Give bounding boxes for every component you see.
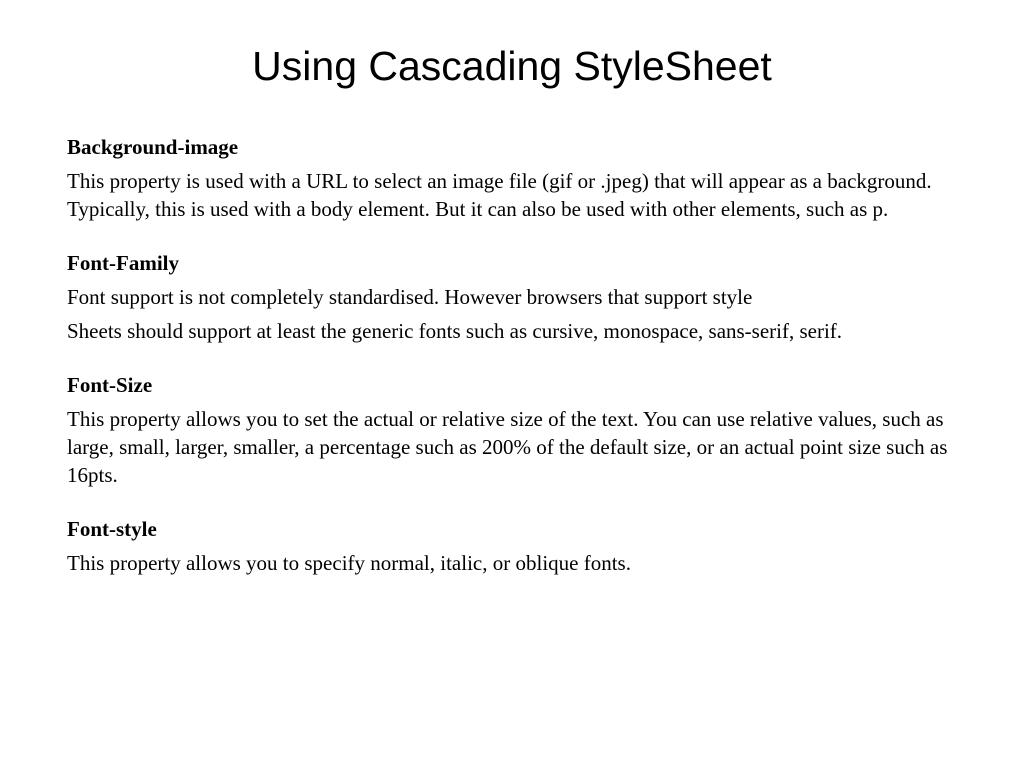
slide-body — [67, 133, 979, 603]
section-paragraph: This property is used with a URL to select an image file (gif or .jpeg) that will appear as a background. Typically, this is used with a body element. But it can also be used with other elements, such as p. — [67, 169, 932, 221]
slide-title: Using Cascading StyleSheet — [252, 43, 772, 89]
section-background-image — [67, 133, 979, 223]
section-heading: Font-Family — [67, 251, 179, 275]
section-paragraph: This property allows you to set the actual or relative size of the text. You can use relative values, such as large, small, larger, smaller, a percentage such as 200% of the default size, or an actual point size such as 16pts. — [67, 407, 948, 487]
section-heading: Font-Size — [67, 373, 153, 397]
section-heading: Background-image — [67, 135, 239, 159]
section-paragraph: Font support is not completely standardised. However browsers that support style — [67, 285, 753, 309]
section-heading: Font-style — [67, 517, 157, 541]
section-font-size — [67, 371, 979, 489]
section-font-style — [67, 515, 979, 577]
section-font-family — [67, 249, 979, 345]
section-paragraph: Sheets should support at least the generic fonts such as cursive, monospace, sans-serif, serif. — [67, 319, 843, 343]
section-paragraph: This property allows you to specify normal, italic, or oblique fonts. — [67, 551, 631, 575]
